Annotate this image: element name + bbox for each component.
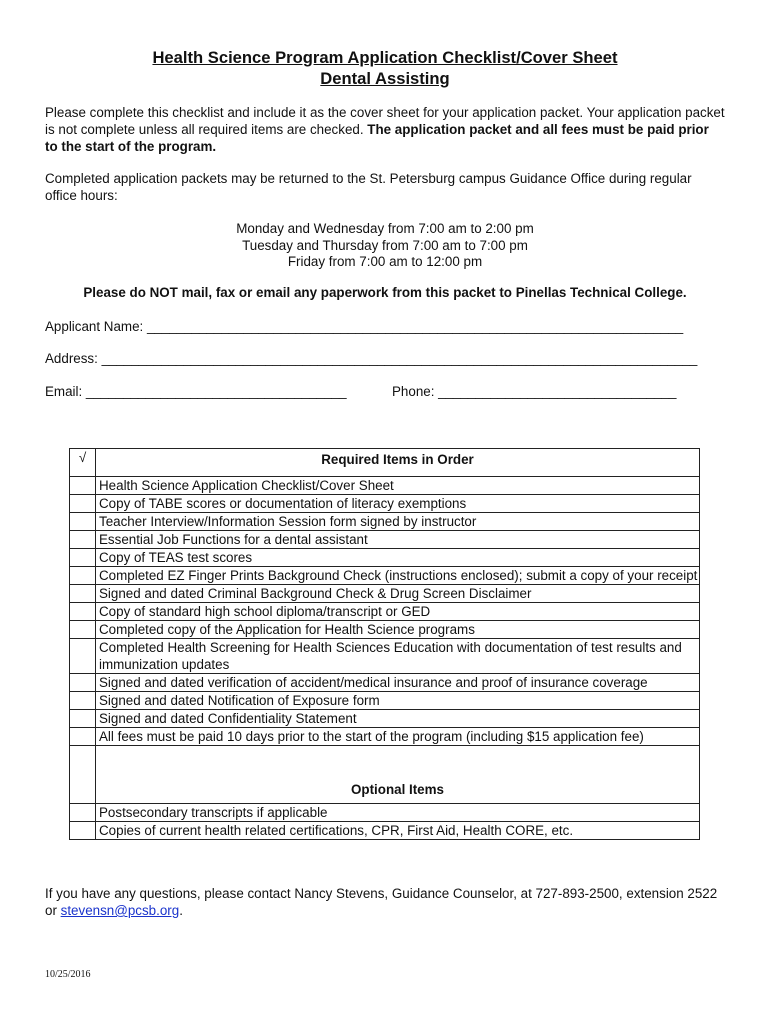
- page-subtitle: Dental Assisting: [320, 69, 450, 88]
- checkbox-cell[interactable]: [70, 804, 96, 822]
- address-field[interactable]: Address: ________________________________________________________________________________: [45, 351, 698, 366]
- checkbox-cell[interactable]: [70, 822, 96, 840]
- checklist-item-label: Teacher Interview/Information Session form signed by instructor: [96, 513, 700, 531]
- checklist-item-label: Signed and dated Notification of Exposure form: [96, 692, 700, 710]
- checklist-row: [70, 477, 700, 495]
- checklist-row: [70, 549, 700, 567]
- mail-notice: Please do NOT mail, fax or email any paperwork from this packet to Pinellas Technical College.: [83, 285, 687, 300]
- checklist-item-label: Completed Health Screening for Health Sciences Education with documentation of test results and immunization updates: [96, 639, 700, 674]
- checkbox-cell[interactable]: [70, 585, 96, 603]
- checklist-row: [70, 495, 700, 513]
- checklist-row: [70, 692, 700, 710]
- document-date: 10/25/2016: [45, 969, 91, 980]
- check-cell: [70, 746, 96, 804]
- hours-line: Monday and Wednesday from 7:00 am to 2:00 pm: [236, 221, 534, 236]
- checklist-item-label: Copy of standard high school diploma/transcript or GED: [96, 603, 700, 621]
- checkbox-cell[interactable]: [70, 728, 96, 746]
- checklist-item-label: Postsecondary transcripts if applicable: [96, 804, 700, 822]
- checkbox-cell[interactable]: [70, 513, 96, 531]
- checkbox-cell[interactable]: [70, 692, 96, 710]
- hours-line: Tuesday and Thursday from 7:00 am to 7:00 pm: [242, 237, 528, 253]
- email-field[interactable]: Email: ___________________________________: [45, 384, 347, 399]
- checklist-item-label: Signed and dated Confidentiality Statement: [96, 710, 700, 728]
- checklist-item-label: Signed and dated Criminal Background Check & Drug Screen Disclaimer: [96, 585, 700, 603]
- checkbox-cell[interactable]: [70, 477, 96, 495]
- checkbox-cell[interactable]: [70, 621, 96, 639]
- footer-end: .: [179, 903, 183, 918]
- checkbox-cell[interactable]: [70, 567, 96, 585]
- checklist-table: [69, 448, 700, 840]
- checklist-row: [70, 621, 700, 639]
- footer-text: If you have any questions, please contact Nancy Stevens, Guidance Counselor, at 727-893-2500, extension 2522 or: [45, 886, 718, 918]
- checklist-item-label: Completed copy of the Application for Health Science programs: [96, 621, 700, 639]
- checklist-item-label: Essential Job Functions for a dental assistant: [96, 531, 700, 549]
- checklist-row: [70, 728, 700, 746]
- office-hours: [0, 221, 770, 271]
- checkbox-cell[interactable]: [70, 639, 96, 674]
- intro-paragraph: [45, 104, 725, 155]
- checklist-item-label: Copy of TEAS test scores: [96, 549, 700, 567]
- checklist-row: [70, 567, 700, 585]
- checkbox-cell[interactable]: [70, 603, 96, 621]
- checklist-item-label: Completed EZ Finger Prints Background Check (instructions enclosed); submit a copy of your receipt: [96, 567, 700, 585]
- intro-text: Please complete this checklist and include it as the cover sheet for your application packet. Your application packet is not complete unless all required items are checked.: [45, 105, 725, 137]
- checkbox-cell[interactable]: [70, 674, 96, 692]
- checklist-row: [70, 603, 700, 621]
- check-column-header: √: [70, 449, 96, 477]
- checklist-row: [70, 531, 700, 549]
- contact-footer: [45, 885, 725, 919]
- checklist-item-label: Copy of TABE scores or documentation of literacy exemptions: [96, 495, 700, 513]
- title-block: [0, 47, 770, 89]
- checklist-row: [70, 513, 700, 531]
- checklist-row: [70, 822, 700, 840]
- checkbox-cell[interactable]: [70, 531, 96, 549]
- phone-field[interactable]: Phone: ________________________________: [392, 384, 677, 399]
- checklist-row: [70, 710, 700, 728]
- checklist-item-label: Health Science Application Checklist/Cover Sheet: [96, 477, 700, 495]
- checkbox-cell[interactable]: [70, 495, 96, 513]
- page-title: Health Science Program Application Checklist/Cover Sheet: [152, 48, 618, 67]
- contact-email-link[interactable]: stevensn@pcsb.org: [60, 903, 180, 918]
- optional-items-heading: Optional Items: [96, 746, 700, 804]
- checklist-row: [70, 804, 700, 822]
- checkbox-cell[interactable]: [70, 549, 96, 567]
- checklist-row: [70, 585, 700, 603]
- checklist-item-label: Copies of current health related certifications, CPR, First Aid, Health CORE, etc.: [96, 822, 700, 840]
- return-info-paragraph: Completed application packets may be returned to the St. Petersburg campus Guidance Office during regular office hours:: [45, 171, 692, 203]
- intro-bold-text: The application packet and all fees must be paid prior to the start of the program.: [45, 122, 709, 154]
- applicant-name-field[interactable]: Applicant Name: ________________________________________________________________________: [45, 319, 684, 334]
- required-items-heading: Required Items in Order: [96, 449, 700, 477]
- checklist-item-label: All fees must be paid 10 days prior to the start of the program (including $15 application fee): [96, 728, 700, 746]
- checklist-row: [70, 639, 700, 674]
- checklist-item-label: Signed and dated verification of accident/medical insurance and proof of insurance coverage: [96, 674, 700, 692]
- checklist-row: [70, 674, 700, 692]
- checkbox-cell[interactable]: [70, 710, 96, 728]
- required-header-row: [70, 449, 700, 477]
- optional-header-row: [70, 746, 700, 804]
- hours-line: Friday from 7:00 am to 12:00 pm: [287, 254, 483, 270]
